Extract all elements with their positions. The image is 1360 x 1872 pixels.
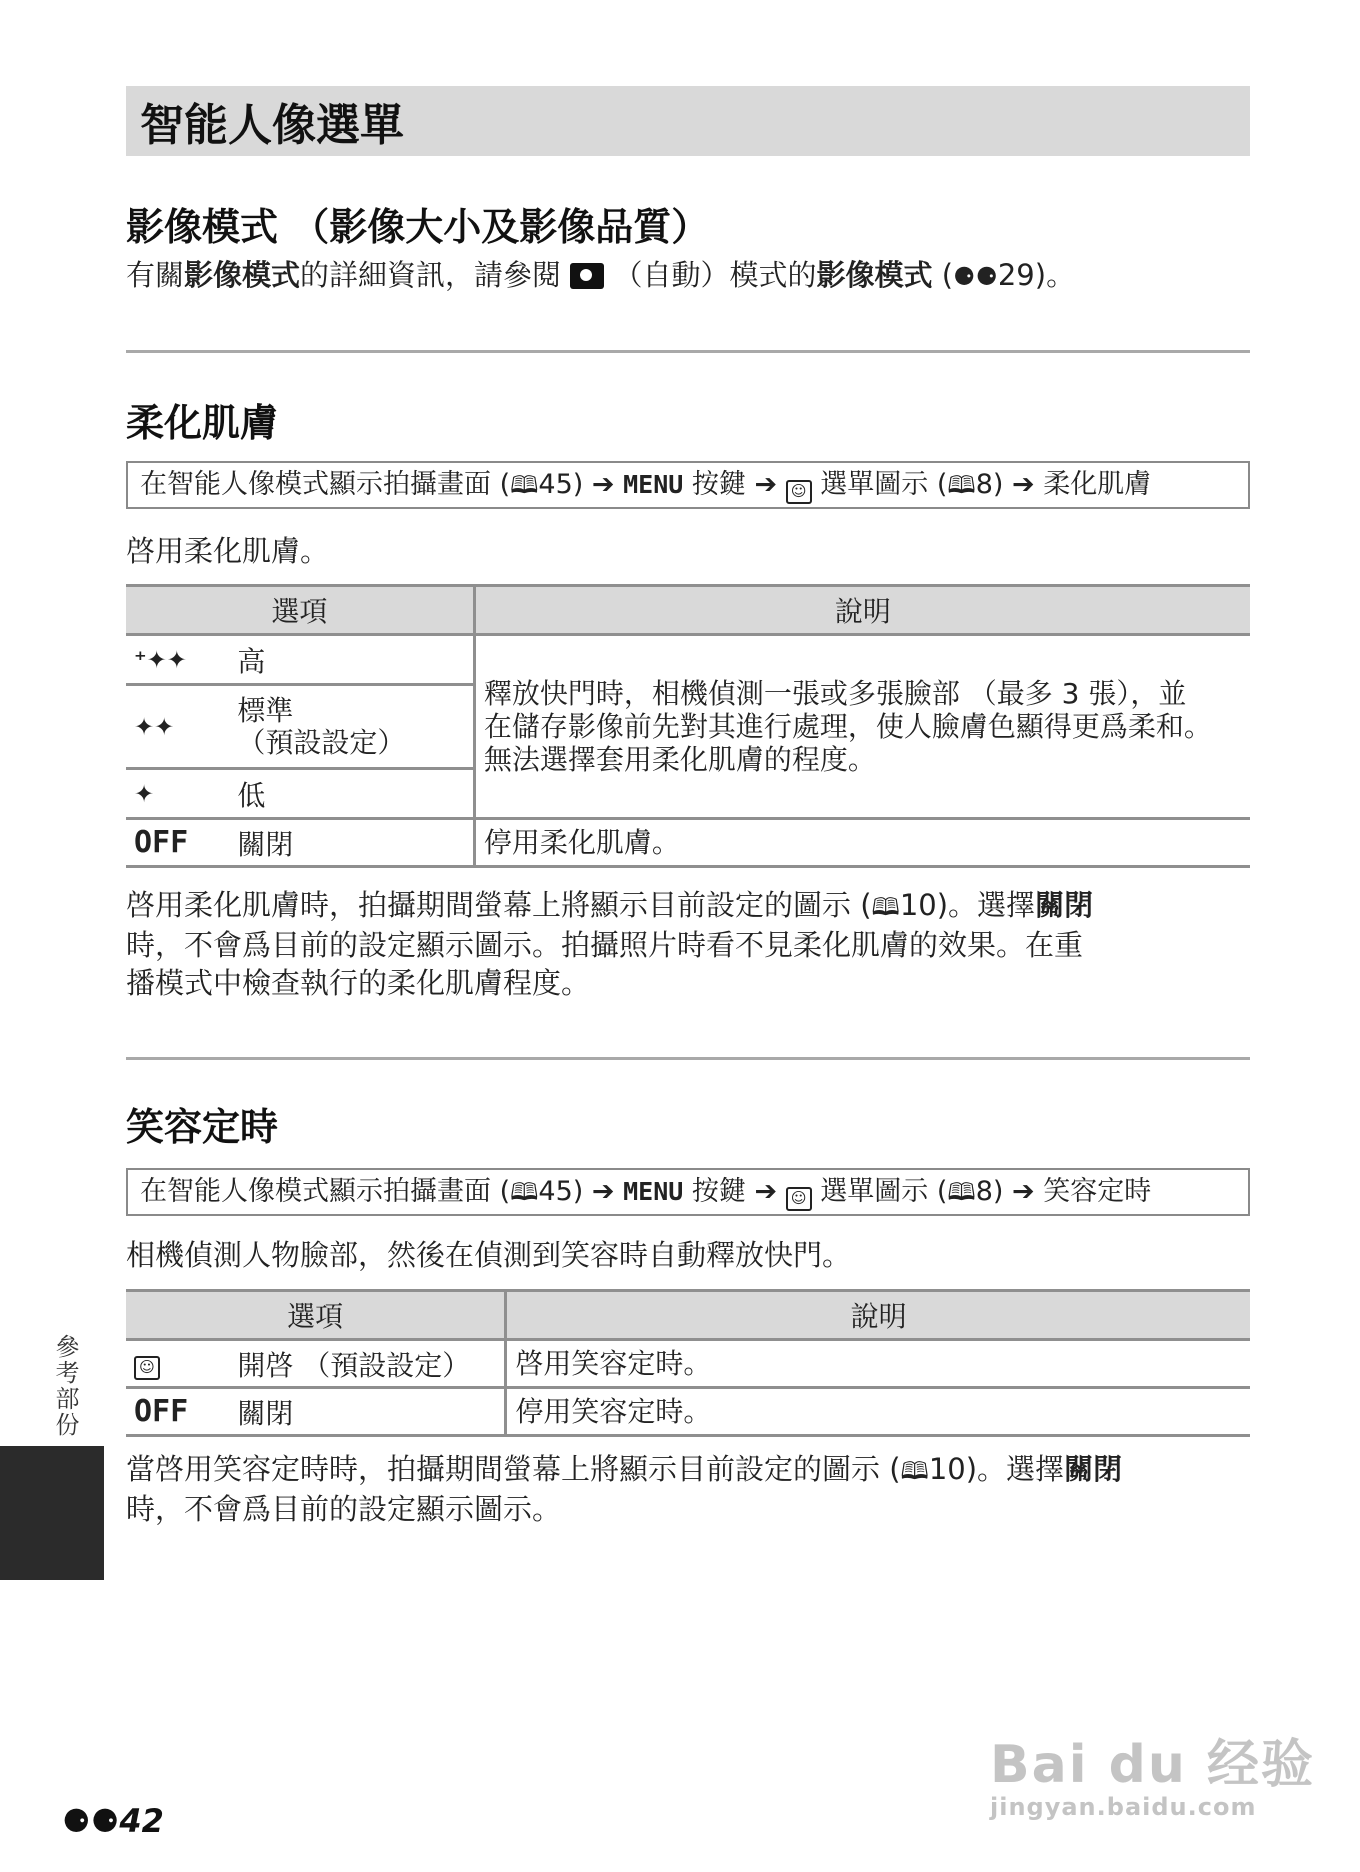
path-text: 在智能人像模式顯示拍攝畫面 (	[140, 469, 511, 500]
reference-symbol-icon: ⚈⚈	[953, 262, 998, 291]
description-line: 在儲存影像前先對其進行處理，使人臉膚色顯得更爲柔和。	[483, 710, 1212, 743]
watermark-url: jingyan.baidu.com	[990, 1793, 1257, 1821]
option-label: 開啓 （預設設定）	[229, 1340, 505, 1388]
note-bold: 關閉	[1064, 1452, 1123, 1486]
image-mode-heading: 影像模式 （影像大小及影像品質）	[126, 205, 710, 249]
option-label-main: 標準	[237, 693, 294, 727]
option-description: 啓用笑容定時。	[506, 1340, 1250, 1388]
note-text: 10)。選擇	[899, 888, 1036, 922]
smile-timer-heading: 笑容定時	[126, 1105, 279, 1149]
smile-face-icon: ☺	[134, 1356, 160, 1380]
off-icon: OFF	[126, 1388, 229, 1436]
smile-timer-note	[126, 1450, 1252, 1528]
image-mode-text-3: （自動）模式的	[604, 258, 817, 292]
image-mode-text-4: (	[932, 258, 954, 292]
path-text: 選單圖示 (	[811, 1176, 948, 1207]
off-icon: OFF	[126, 819, 229, 867]
table-row	[126, 1388, 1250, 1436]
col-header-option: 選項	[126, 586, 474, 635]
col-header-description: 說明	[506, 1291, 1250, 1340]
watermark	[990, 1722, 1315, 1821]
path-text: 按鍵 ➔	[683, 1176, 786, 1207]
path-ref: 8) ➔ 柔化肌膚	[975, 469, 1152, 500]
path-text: 按鍵 ➔	[683, 469, 786, 500]
section-divider	[126, 350, 1250, 353]
note-text: 時，不會爲目前的設定顯示圖示。	[126, 1492, 562, 1526]
note-bold: 關閉	[1035, 888, 1094, 922]
smart-portrait-menu-icon: ☺	[786, 1187, 812, 1211]
soft-skin-table	[126, 584, 1250, 868]
smile-timer-table	[126, 1289, 1250, 1437]
option-label	[229, 685, 474, 769]
option-label: 高	[229, 635, 474, 685]
section-divider	[126, 1057, 1250, 1060]
soft-skin-heading: 柔化肌膚	[126, 401, 279, 445]
image-mode-paragraph	[126, 256, 1252, 296]
col-header-description: 說明	[474, 586, 1250, 635]
page-number	[62, 1802, 164, 1840]
section-banner	[126, 86, 1250, 156]
image-mode-ref-number: 29	[997, 258, 1035, 292]
table-row	[126, 819, 1250, 867]
book-reference-icon: 🕮	[510, 471, 539, 499]
option-description: 停用笑容定時。	[506, 1388, 1250, 1436]
option-label: 低	[229, 769, 474, 819]
image-mode-text-5: )。	[1034, 258, 1076, 292]
table-row	[126, 635, 1250, 685]
smart-portrait-menu-icon: ☺	[786, 480, 812, 504]
soft-skin-low-icon: ✦	[126, 769, 229, 819]
description-line: 釋放快門時，相機偵測一張或多張臉部 （最多 3 張），並	[483, 677, 1187, 710]
menu-button-label: MENU	[623, 470, 684, 499]
book-reference-icon: 🕮	[900, 1457, 929, 1485]
side-tab-marker	[0, 1446, 104, 1580]
option-label: 關閉	[229, 819, 474, 867]
book-reference-icon: 🕮	[871, 893, 900, 921]
note-text: 當啓用笑容定時時，拍攝期間螢幕上將顯示目前設定的圖示 (	[126, 1452, 901, 1486]
book-reference-icon: 🕮	[947, 471, 976, 499]
smile-timer-intro: 相機偵測人物臉部，然後在偵測到笑容時自動釋放快門。	[126, 1238, 852, 1272]
book-reference-icon: 🕮	[947, 1178, 976, 1206]
menu-button-label: MENU	[623, 1177, 684, 1206]
soft-skin-normal-icon: ✦✦	[126, 685, 229, 769]
camera-auto-icon	[570, 263, 604, 289]
image-mode-bold-2: 影像模式	[816, 258, 933, 292]
soft-skin-shared-description	[474, 635, 1250, 819]
soft-skin-high-icon: ⁺✦✦	[126, 635, 229, 685]
path-ref: 45) ➔	[538, 469, 624, 500]
soft-skin-menu-path	[126, 461, 1250, 509]
note-text: 播模式中檢查執行的柔化肌膚程度。	[126, 966, 591, 1000]
banner-title: 智能人像選單	[140, 100, 404, 151]
col-header-option: 選項	[126, 1291, 506, 1340]
image-mode-bold-1: 影像模式	[184, 258, 301, 292]
table-row	[126, 1340, 1250, 1388]
path-text: 在智能人像模式顯示拍攝畫面 (	[140, 1176, 511, 1207]
image-mode-text-1: 有關	[126, 258, 185, 292]
path-text: 選單圖示 (	[811, 469, 948, 500]
smile-timer-menu-path	[126, 1168, 1250, 1216]
watermark-main: Bai du 经验	[990, 1735, 1315, 1795]
path-ref: 8) ➔ 笑容定時	[975, 1176, 1152, 1207]
soft-skin-note	[126, 886, 1252, 1002]
reference-symbol-icon: ⚈⚈	[62, 1802, 120, 1840]
note-text: 10)。選擇	[928, 1452, 1065, 1486]
path-ref: 45) ➔	[538, 1176, 624, 1207]
side-section-label: 參考部份	[51, 1334, 79, 1438]
option-label: 關閉	[229, 1388, 505, 1436]
soft-skin-intro: 啓用柔化肌膚。	[126, 534, 330, 568]
book-reference-icon: 🕮	[510, 1178, 539, 1206]
option-description: 停用柔化肌膚。	[474, 819, 1250, 867]
page-number-value: 42	[119, 1802, 164, 1840]
image-mode-text-2: 的詳細資訊，請參閱	[300, 258, 571, 292]
smile-timer-icon	[126, 1340, 229, 1388]
note-text: 時，不會爲目前的設定顯示圖示。拍攝照片時看不見柔化肌膚的效果。在重	[126, 928, 1084, 962]
option-label-default: （預設設定）	[237, 725, 406, 759]
description-line: 無法選擇套用柔化肌膚的程度。	[483, 743, 876, 776]
note-text: 啓用柔化肌膚時，拍攝期間螢幕上將顯示目前設定的圖示 (	[126, 888, 872, 922]
